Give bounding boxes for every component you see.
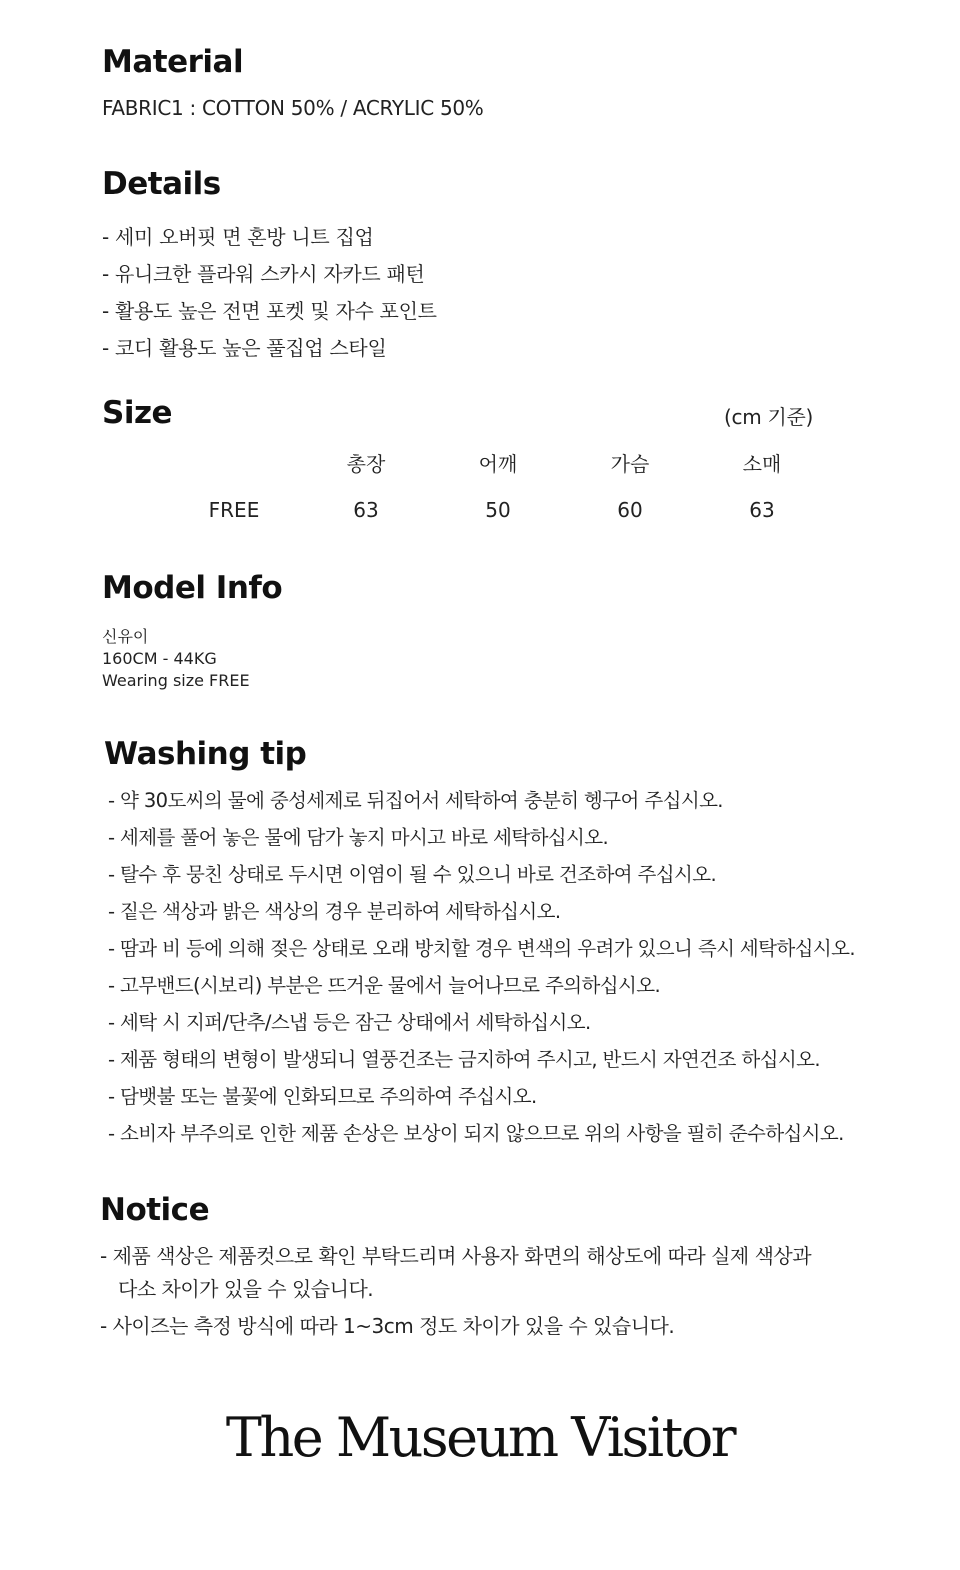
details-title: Details [102, 166, 221, 202]
washing-item: - 소비자 부주의로 인한 제품 손상은 보상이 되지 않으므로 위의 사항을 필히 준수하십시오. [108, 1122, 844, 1145]
size-cell: 50 [485, 498, 511, 522]
size-cell: 63 [353, 498, 379, 522]
washing-item: - 고무밴드(시보리) 부분은 뜨거운 물에서 늘어나므로 주의하십시오. [108, 974, 661, 997]
model-wearing-size: Wearing size FREE [102, 671, 250, 690]
washing-item: - 탈수 후 뭉친 상태로 두시면 이염이 될 수 있으니 바로 건조하여 주십시오. [108, 863, 717, 886]
washing-item: - 담뱃불 또는 불꽃에 인화되므로 주의하여 주십시오. [108, 1085, 537, 1108]
size-header-cell: 어깨 [478, 451, 518, 476]
size-header-row [168, 438, 828, 486]
notice-item [100, 1310, 811, 1343]
size-cell: 63 [749, 498, 775, 522]
size-unit-note: (cm 기준) [724, 405, 813, 429]
size-table [168, 438, 828, 534]
size-header-cell: 총장 [346, 451, 386, 476]
model-title: Model Info [102, 570, 283, 606]
size-title: Size [102, 395, 173, 431]
brand-logo: The Museum Visitor [225, 1406, 735, 1469]
notice-title: Notice [100, 1192, 210, 1228]
model-stats: 160CM - 44KG [102, 649, 217, 668]
model-name: 신유이 [102, 627, 149, 646]
details-list [102, 219, 437, 367]
model-info-block [102, 626, 250, 692]
size-cell: 60 [617, 498, 643, 522]
notice-item-line: - 제품 색상은 제품컷으로 확인 부탁드리며 사용자 화면의 해상도에 따라 실제 색상과 [100, 1244, 812, 1268]
notice-item-line-continued: 다소 차이가 있을 수 있습니다. [118, 1277, 374, 1301]
washing-title: Washing tip [104, 736, 307, 772]
details-item: - 활용도 높은 전면 포켓 및 자수 포인트 [102, 299, 437, 323]
details-item: - 유니크한 플라워 스카시 자카드 패턴 [102, 262, 425, 286]
material-title: Material [102, 44, 244, 80]
washing-item: - 세제를 풀어 놓은 물에 담가 놓지 마시고 바로 세탁하십시오. [108, 826, 609, 849]
washing-item: - 제품 형태의 변형이 발생되니 열풍건조는 금지하여 주시고, 반드시 자연건조 하십시오. [108, 1048, 820, 1071]
washing-item: - 짙은 색상과 밝은 색상의 경우 분리하여 세탁하십시오. [108, 900, 561, 923]
washing-item: - 약 30도씨의 물에 중성세제로 뒤집어서 세탁하여 충분히 헹구어 주십시오. [108, 789, 723, 812]
size-row [168, 486, 828, 534]
material-fabric: FABRIC1 : COTTON 50% / ACRYLIC 50% [102, 96, 484, 120]
notice-item [100, 1240, 811, 1306]
washing-item: - 땀과 비 등에 의해 젖은 상태로 오래 방치할 경우 변색의 우려가 있으니 즉시 세탁하십시오. [108, 937, 855, 960]
notice-list [100, 1240, 811, 1343]
size-row-label: FREE [208, 498, 260, 522]
details-item: - 코디 활용도 높은 풀집업 스타일 [102, 336, 387, 360]
size-header-cell: 가슴 [610, 451, 650, 476]
notice-item-line: - 사이즈는 측정 방식에 따라 1~3cm 정도 차이가 있을 수 있습니다. [100, 1314, 675, 1338]
details-item: - 세미 오버핏 면 혼방 니트 집업 [102, 225, 374, 249]
size-header-empty [168, 438, 300, 486]
washing-item: - 세탁 시 지퍼/단추/스냅 등은 잠근 상태에서 세탁하십시오. [108, 1011, 591, 1034]
size-header-cell: 소매 [742, 451, 782, 476]
washing-list [108, 782, 855, 1152]
